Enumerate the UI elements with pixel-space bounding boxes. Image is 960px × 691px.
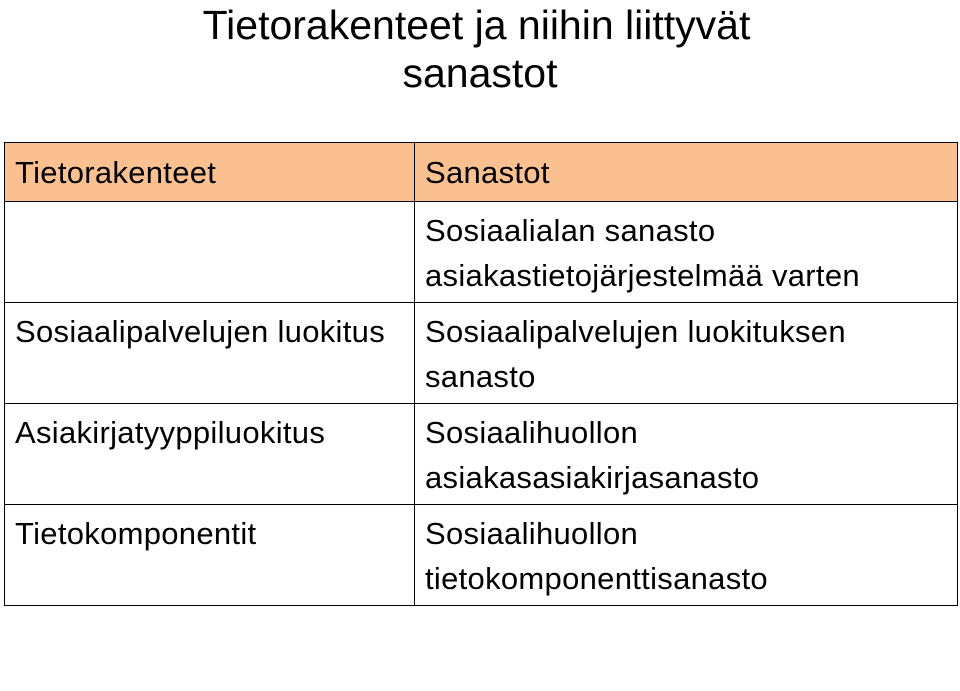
- title-line-1: Tietorakenteet ja niihin liittyvät: [202, 2, 751, 48]
- table-header-row: [5, 143, 958, 202]
- table-row: [5, 505, 958, 606]
- table-cell-vocabulary: Sosiaalipalvelujen luokituksen sanasto: [415, 303, 958, 404]
- table-row: [5, 202, 958, 303]
- table-row: [5, 404, 958, 505]
- vocabulary-table: [4, 142, 958, 606]
- table-cell-structure: Asiakirjatyyppiluokitus: [5, 404, 415, 505]
- title-line-2: sanastot: [402, 50, 558, 96]
- table-cell-vocabulary: Sosiaalialan sanasto asiakastietojärjestelmää varten: [415, 202, 958, 303]
- table-cell-vocabulary: Sosiaalihuollon tietokomponenttisanasto: [415, 505, 958, 606]
- table-cell-vocabulary: Sosiaalihuollon asiakasasiakirjasanasto: [415, 404, 958, 505]
- table-cell-structure: Sosiaalipalvelujen luokitus: [5, 303, 415, 404]
- table-row: [5, 303, 958, 404]
- table-cell-structure: Tietokomponentit: [5, 505, 415, 606]
- table-cell-structure: [5, 202, 415, 303]
- column-header-tietorakenteet: Tietorakenteet: [5, 143, 415, 202]
- page-title: [0, 0, 960, 97]
- column-header-sanastot: Sanastot: [415, 143, 958, 202]
